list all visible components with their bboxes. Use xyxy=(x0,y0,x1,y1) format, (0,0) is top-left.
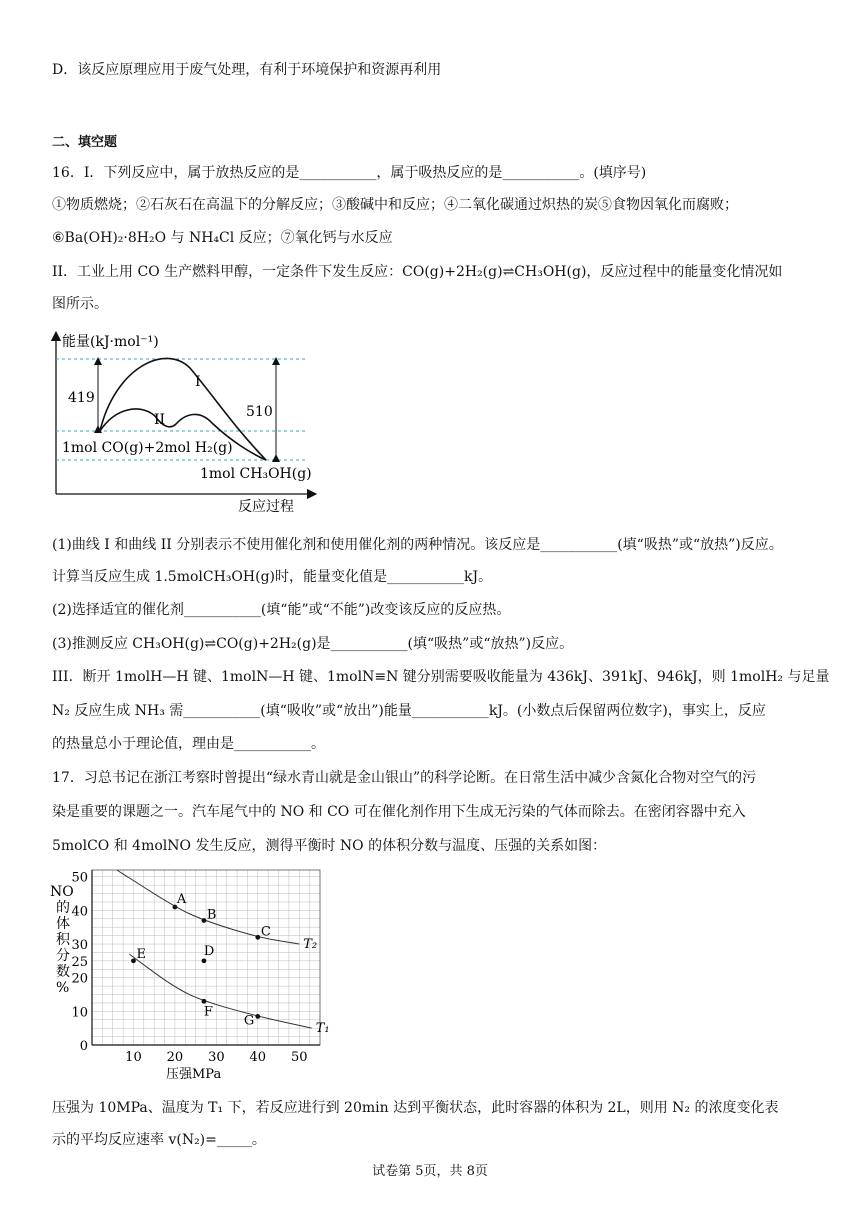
x-tick-label: 40 xyxy=(249,1050,267,1065)
product-label: 1mol CH₃OH(g) xyxy=(200,466,312,482)
y-tick-label: 50 xyxy=(71,870,88,886)
q17-line3: 5molCO 和 4molNO 发生反应，测得平衡时 NO 的体积分数与温度、压强的关系如图： xyxy=(52,838,607,854)
point-F xyxy=(202,999,207,1004)
energy-diagram xyxy=(40,328,330,518)
chart-ylabel: NO 的体积分数% xyxy=(50,884,74,996)
y-tick-label: 40 xyxy=(71,904,88,920)
q16-p3: (3)推测反应 CH₃OH(g)⇌CO(g)+2H₂(g)是___________(填“吸热”或“放热”)反应。 xyxy=(52,636,574,652)
y-tick-label: 20 xyxy=(71,971,88,987)
q17-line1: 17．习总书记在浙江考察时曾提出“绿水青山就是金山银山”的科学论断。在日常生活中减少含氮化合物对空气的污 xyxy=(52,770,757,786)
point-G xyxy=(255,1014,260,1019)
curve-i-label: I xyxy=(195,374,201,390)
q16-part-ii-line2: 图所示。 xyxy=(52,296,108,312)
y-tick-label: 10 xyxy=(71,1005,88,1021)
q16-part-iii-line3: 的热量总小于理论值，理由是___________。 xyxy=(52,736,325,752)
y-tick-label: 0 xyxy=(79,1039,88,1054)
point-label-E: E xyxy=(136,946,146,962)
q16-part-iii-line2: N₂ 反应生成 NH₃ 需___________(填“吸收”或“放出”)能量___________kJ。(小数点后保留两位数字)，事实上，反应 xyxy=(52,703,766,719)
point-label-F: F xyxy=(203,1004,213,1020)
no-fraction-chart xyxy=(48,864,333,1089)
q17-question-line2: 示的平均反应速率 v(N₂)=_____。 xyxy=(52,1132,266,1148)
point-label-B: B xyxy=(206,907,217,923)
reverse-activation-value: 510 xyxy=(246,404,273,420)
q16-part-iii-line1: III．断开 1molH—H 键、1molN—H 键、1molN≡N 键分别需要吸收能量为 436kJ、391kJ、946kJ，则 1molH₂ 与足量 xyxy=(52,669,830,685)
activation-value: 419 xyxy=(68,390,95,406)
reactant-label: 1mol CO(g)+2mol H₂(g) xyxy=(62,440,233,456)
chart-points xyxy=(131,892,271,1028)
curve-ii-label: II xyxy=(154,412,166,428)
q16-p1-line1: (1)曲线 I 和曲线 II 分别表示不使用催化剂和使用催化剂的两种情况。该反应是___________(填“吸热”或“放热”)反应。 xyxy=(52,537,783,553)
point-E xyxy=(131,958,136,963)
y-tick-label: 30 xyxy=(71,938,88,954)
x-tick-label: 20 xyxy=(166,1050,184,1065)
point-C xyxy=(255,935,260,940)
y-tick-label: 25 xyxy=(71,954,88,970)
series-label-T1: T₁ xyxy=(315,1021,330,1037)
x-tick-label: 50 xyxy=(290,1050,308,1065)
series-label-T2: T₂ xyxy=(303,937,318,953)
q16-intro: 16．I．下列反应中，属于放热反应的是___________，属于吸热反应的是___________。(填序号) xyxy=(52,165,647,181)
q17-line2: 染是重要的课题之一。汽车尾气中的 NO 和 CO 可在催化剂作用下生成无污染的气体而除去。在密闭容器中充入 xyxy=(52,804,746,820)
option-d-line: D．该反应原理应用于废气处理，有利于环境保护和资源再利用 xyxy=(52,62,442,78)
x-tick-label: 30 xyxy=(208,1050,225,1065)
q17-question-line1: 压强为 10MPa、温度为 T₁ 下，若反应进行到 20min 达到平衡状态，此时容器的体积为 2L，则用 N₂ 的浓度变化表 xyxy=(52,1100,779,1116)
q16-p2: (2)选择适宜的催化剂___________(填“能”或“不能”)改变该反应的反应热。 xyxy=(52,602,511,618)
point-label-C: C xyxy=(260,924,271,940)
q16-p1-line2: 计算当反应生成 1.5molCH₃OH(g)时，能量变化值是___________kJ。 xyxy=(52,569,493,585)
x-tick-label: 10 xyxy=(125,1050,142,1065)
chart-xlabel: 压强MPa xyxy=(166,1067,222,1082)
q16-list-line1: ①物质燃烧；②石灰石在高温下的分解反应；③酸碱中和反应；④二氧化碳通过炽热的炭⑤食物因氧化而腐败； xyxy=(52,197,738,213)
point-label-A: A xyxy=(176,892,187,908)
point-label-D: D xyxy=(203,943,215,959)
q16-part-ii-line1: II．工业上用 CO 生产燃料甲醇，一定条件下发生反应：CO(g)+2H₂(g)⇌CH₃OH(g)，反应过程中的能量变化情况如 xyxy=(52,264,783,280)
series-line-T1 xyxy=(129,954,311,1028)
energy-ylabel: 能量(kJ·mol⁻¹) xyxy=(62,334,159,350)
point-D xyxy=(202,958,207,963)
page-footer: 试卷第 5页，共 8页 xyxy=(372,1164,488,1179)
point-B xyxy=(202,918,207,923)
section-title: 二、填空题 xyxy=(52,135,118,150)
point-label-G: G xyxy=(243,1013,255,1029)
q16-list-line2: ⑥Ba(OH)₂·8H₂O 与 NH₄Cl 反应；⑦氧化钙与水反应 xyxy=(52,230,393,246)
energy-xlabel: 反应过程 xyxy=(238,499,294,515)
chart-tick-labels xyxy=(71,871,307,1065)
